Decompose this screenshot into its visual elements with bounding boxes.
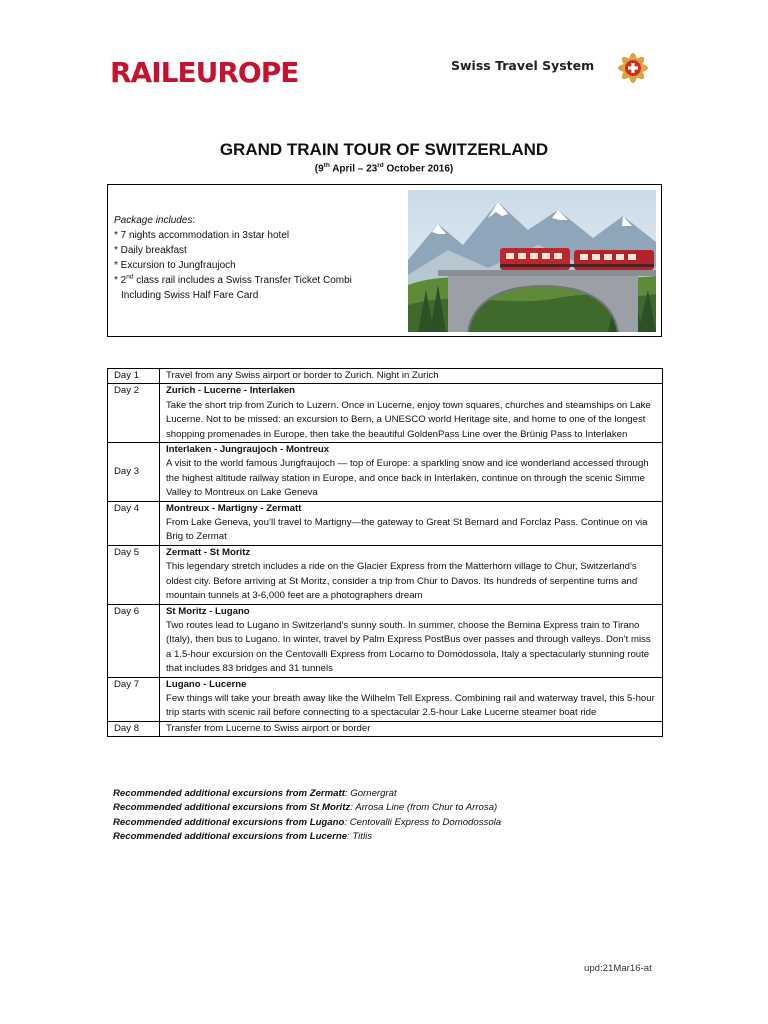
dates-close-paren: )	[449, 163, 454, 175]
day-text: Take the short trip from Zurich to Luzern. Once in Lucerne, enjoy town squares, churches and steamships on Lake Lucerne. Not to be missed: an excursion to Bern, a UNESCO world Heritage site, and home to one of the longest shopping promenades in Europe, then take the beautiful GoldenPass Line over the Brünig Pass to Interlaken	[166, 399, 651, 440]
tour-dates	[0, 162, 768, 174]
day-description	[160, 677, 663, 721]
package-item: * Excursion to Jungfraujoch	[114, 260, 236, 271]
day-text: A visit to the world famous Jungfraujoch — top of Europe: a sparkling snow and ice wonderland accessed through the highest altitude railway station in Europe, and once back in Interlaken, continue on through the scenic Simme Valley to Montreux on Lake Geneva	[166, 458, 649, 499]
excursion-label: Recommended additional excursions from St Moritz	[113, 802, 351, 814]
day-text: Few things will take your breath away like the Wilhelm Tell Express. Combining rail and waterway travel, this 5-hour trip starts with scenic rail before connecting to a spectacular 2.5-hour Lake Lucerne steamer boat ride	[166, 692, 655, 719]
day-description	[160, 369, 663, 384]
day-label: Day 4	[108, 501, 160, 545]
train-bridge-illustration	[408, 190, 656, 332]
package-includes	[114, 213, 394, 303]
dates-end-suffix: rd	[377, 162, 384, 169]
day-route: Montreux - Martigny - Zermatt	[166, 502, 302, 514]
table-row	[108, 369, 663, 384]
package-heading-line	[114, 213, 394, 228]
package-item-rail-line2: Including Swiss Half Fare Card	[121, 290, 259, 301]
excursion-place: : Centovalli Express to Domodossola	[344, 816, 502, 828]
excursion-line	[113, 787, 501, 801]
day-label: Day 2	[108, 384, 160, 443]
day-route: Lugano - Lucerne	[166, 678, 247, 690]
day-text: From Lake Geneva, you’ll travel to Martigny—the gateway to Great St Bernard and Forclaz Pass. Continue on via Brig to Zermat	[166, 517, 648, 543]
day-label: Day 5	[108, 545, 160, 604]
package-heading-colon: :	[192, 215, 196, 226]
itinerary-table	[107, 368, 663, 737]
day-label: Day 3	[108, 443, 160, 502]
day-description	[160, 501, 663, 545]
table-row	[108, 384, 663, 443]
rail-item-prefix: * 2	[114, 275, 127, 286]
dates-end-day: 23	[366, 163, 378, 175]
day-route: Zermatt - St Moritz	[166, 546, 251, 558]
package-item: * 7 nights accommodation in 3star hotel	[114, 230, 290, 241]
package-heading: Package includes	[114, 215, 193, 226]
day-text: Transfer from Lucerne to Swiss airport or border	[166, 722, 371, 734]
table-row	[108, 677, 663, 721]
day-description	[160, 721, 663, 736]
excursion-line	[113, 816, 501, 830]
day-description	[160, 443, 663, 502]
day-route: St Moritz - Lugano	[166, 605, 250, 617]
package-item: * Daily breakfast	[114, 245, 187, 256]
day-description	[160, 384, 663, 443]
raileurope-logo	[110, 56, 298, 89]
raileurope-logo-part1: RAIL	[110, 56, 178, 89]
dates-start-suffix: th	[323, 162, 330, 169]
day-text: Travel from any Swiss airport or border to Zurich. Night in Zurich	[166, 370, 439, 381]
table-row	[108, 545, 663, 604]
excursion-line	[113, 830, 501, 844]
dates-start-day: 9	[318, 163, 324, 175]
page-title: GRAND TRAIN TOUR OF SWITZERLAND	[219, 140, 549, 159]
table-row	[108, 721, 663, 736]
update-note: upd:21Mar16-at	[584, 963, 652, 974]
day-label: Day 6	[108, 604, 160, 677]
edelweiss-icon	[611, 48, 655, 88]
excursion-place: : Titlis	[347, 831, 373, 843]
day-text: Two routes lead to Lugano in Switzerland’s sunny south. In summer, choose the Bernina Express train to Tirano (Italy), then bus to Lugano. In winter, travel by Palm Express PostBus over passes and through valleys. Don’t miss a 1.5-hour excursion on the Centovalli Express from Locarno to Domodossola, Italy a spectacularly stunning route that includes 83 bridges and 31 tunnels	[166, 619, 651, 675]
excursion-place: : Arrosa Line (from Chur to Arrosa)	[350, 802, 498, 814]
day-description	[160, 604, 663, 677]
rail-item-rest: class rail includes a Swiss Transfer Ticket Combi	[133, 275, 352, 286]
dates-end-rest: October 2016	[383, 163, 450, 175]
excursion-label: Recommended additional excursions from Lugano	[113, 816, 345, 828]
dates-start-rest: April –	[329, 163, 367, 175]
excursion-line	[113, 801, 501, 815]
package-box	[107, 184, 662, 337]
excursion-place: : Gornergrat	[344, 788, 397, 799]
dates-open-paren: (	[314, 163, 319, 175]
excursion-label: Recommended additional excursions from Zermatt	[113, 788, 345, 799]
recommended-excursions	[113, 787, 501, 845]
day-label: Day 7	[108, 677, 160, 721]
day-description	[160, 545, 663, 604]
day-route: Zurich - Lucerne - Interlaken	[166, 385, 296, 397]
rail-item-suffix: nd	[126, 273, 134, 281]
excursion-label: Recommended additional excursions from Lucerne	[113, 831, 348, 843]
day-label: Day 1	[108, 369, 160, 384]
raileurope-logo-part2: EUROPE	[177, 56, 299, 89]
table-row	[108, 443, 663, 502]
day-text: This legendary stretch includes a ride on the Glacier Express from the Matterhorn village to Chur, Switzerland’s oldest city. Before arriving at St Moritz, consider a trip from Chur to Davos. Its hundreds of serpentine turns and mountain tunnels at 3-6,000 feet are a photographers dream	[166, 561, 638, 602]
day-route: Interlaken - Jungraujoch - Montreux	[166, 444, 330, 456]
table-row	[108, 604, 663, 677]
swiss-travel-system-logo-text: Swiss Travel System	[451, 58, 595, 73]
day-label: Day 8	[108, 721, 160, 736]
package-item-rail	[114, 273, 394, 288]
table-row	[108, 501, 663, 545]
